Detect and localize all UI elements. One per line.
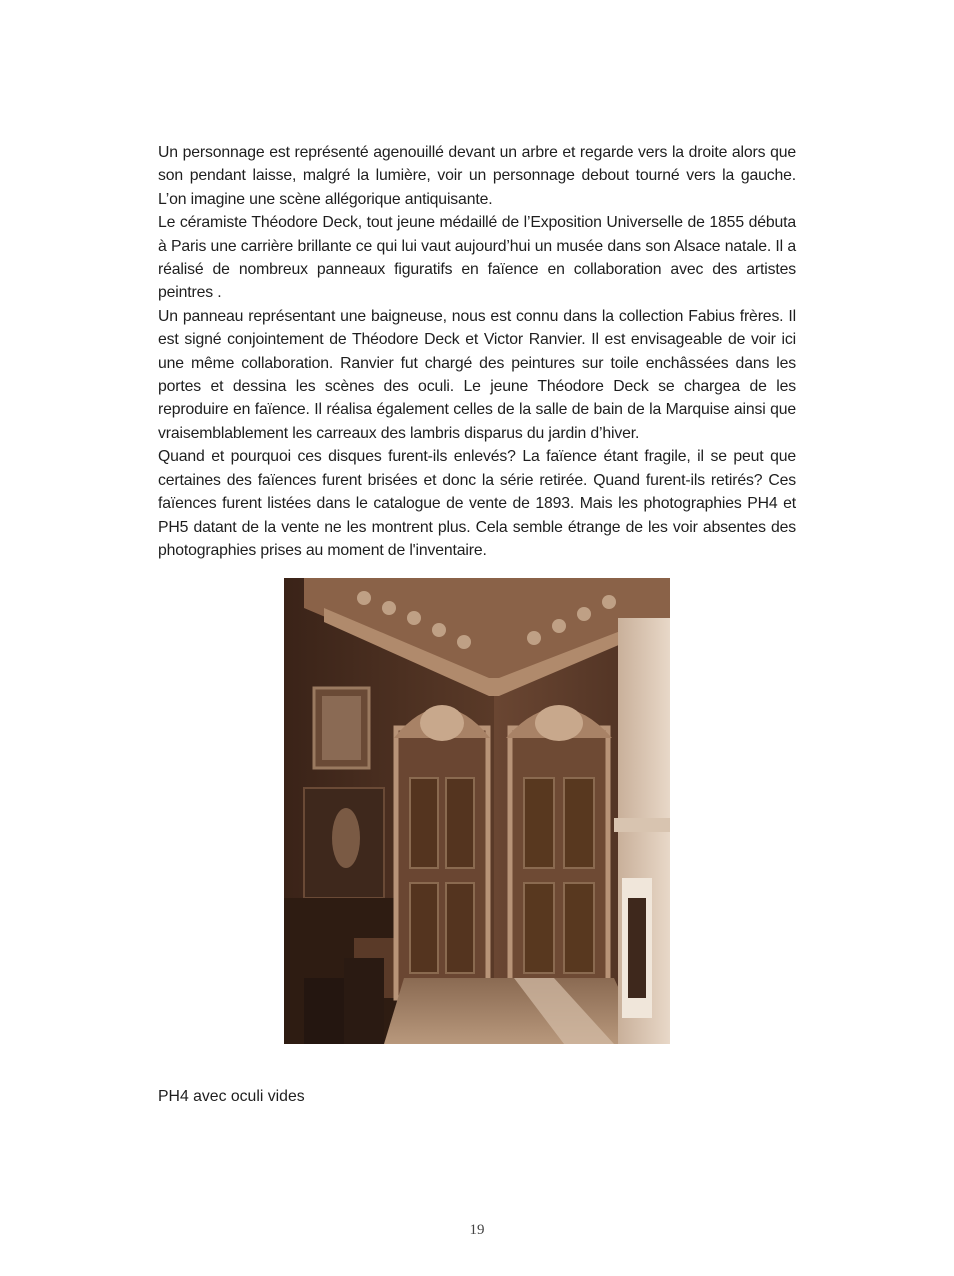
body-text bbox=[158, 141, 796, 562]
paragraph-3: Un panneau représentant une baigneuse, nous est connu dans la collection Fabius frères. Il est signé conjointement de Théodore Deck et Victor Ranvier. Il est envisageable de voir ici une même collaboration. Ranvier fut chargé des peintures sur toile enchâssées dans les portes et dessina les scènes des oculi. Le jeune Théodore Deck se chargea de les reproduire en faïence. Il réalisa également celles de la salle de bain de la Marquise ainsi que vraisemblablement les carreaux des lambris disparus du jardin d’hiver. bbox=[158, 307, 796, 442]
paragraph-4: Quand et pourquoi ces disques furent-ils enlevés? La faïence étant fragile, il se peut que certaines des faïences furent brisées et donc la série retirée. Quand furent-ils retirés? Ces faïences furent listées dans le catalogue de vente de 1893. Mais les photographies PH4 et PH5 datant de la vente ne les montrent plus. Cela semble étrange de les voir absentes des photographies prises au moment de l'inventaire. bbox=[158, 448, 796, 559]
paragraph-1: Un personnage est représenté agenouillé devant un arbre et regarde vers la droite alors que son pendant laisse, malgré la lumière, voir un personnage debout tourné vers la gauche. L’on imagine une scène allégorique antiquisante. bbox=[158, 144, 796, 208]
paragraph-2: Le céramiste Théodore Deck, tout jeune médaillé de l’Exposition Universelle de 1855 débuta à Paris une carrière brillante ce qui lui vaut aujourd’hui un musée dans son Alsace natale. Il a réalisé de nombreux panneaux figuratifs en faïence en collaboration avec des artistes peintres . bbox=[158, 214, 796, 302]
page-number: 19 bbox=[469, 1222, 485, 1238]
sepia-photograph-ornate-doors bbox=[284, 578, 670, 1044]
photo-caption: PH4 avec oculi vides bbox=[158, 1088, 305, 1105]
